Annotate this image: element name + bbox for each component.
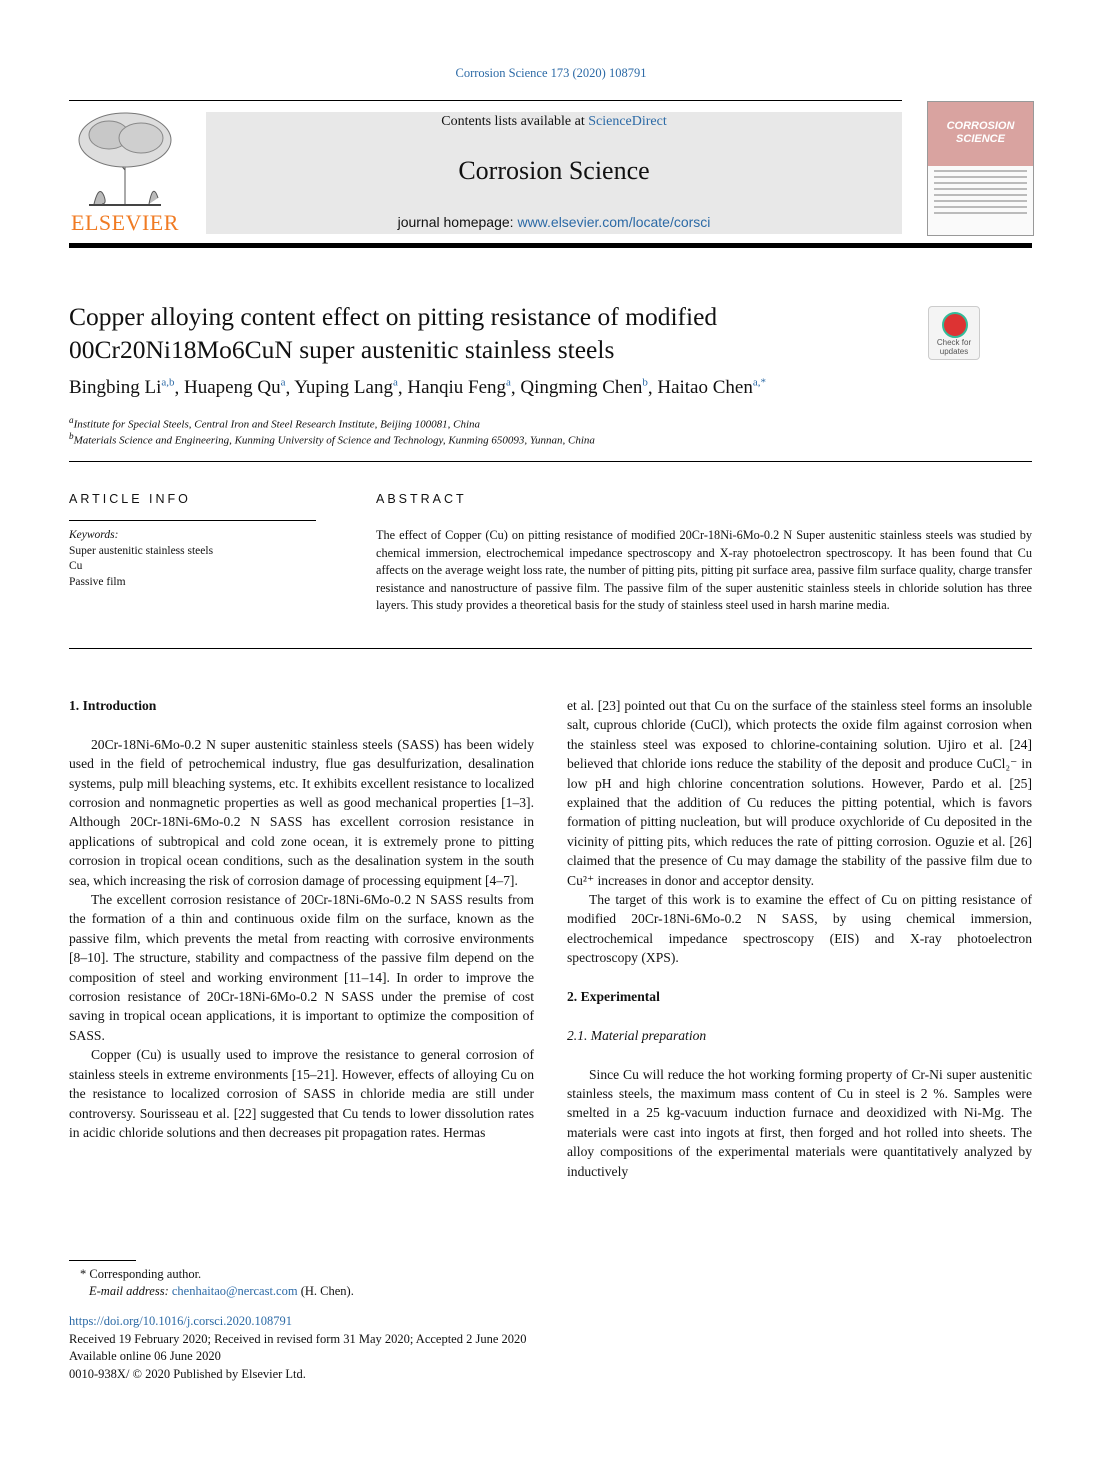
affiliation-b: $^b$Materials Science and Engineering, Kunming University of Science and Technology, Kunming 650093, Yunnan, China [69,431,595,447]
email-suffix: (H. Chen). [297,1284,354,1298]
body-right-column [567,696,1032,1181]
divider [69,648,1032,649]
cover-title: CORROSION SCIENCE [946,120,1015,145]
publication-info [69,1313,527,1383]
elsevier-logo [69,110,181,234]
homepage-line [206,214,902,230]
sciencedirect-link[interactable]: ScienceDirect [588,114,667,129]
check-updates-line1: Check for [936,338,972,347]
divider [69,461,1032,462]
body-left-column [69,696,534,1142]
subsection-heading: 2.1. Material preparation [567,1027,707,1043]
elsevier-wordmark: ELSEVIER [71,210,179,235]
received-dates: Received 19 February 2020; Received in revised form 31 May 2020; Accepted 2 June 2020 [69,1331,527,1346]
title-line-1: Copper alloying content effect on pitting resistance of modified [69,302,718,331]
keyword: Passive film [69,575,126,588]
author[interactable]: Huapeng Qu$^a$ [184,377,286,399]
email-note [89,1283,354,1300]
section-heading-experimental: 2. Experimental [567,989,660,1005]
paragraph: et al. [23] pointed out that Cu on the surface of the stainless steel forms an insoluble salt, cuprous chloride (CuCl), which protects the oxide film against corrosion when the stainless steel was exposed to chlorine-containing solution. Ujiro et al. [24] believed that chloride ions reduce the stability of the deposit and produce CuCl₂⁻ in low pH and high chlorine concentration solutions. However, Pardo et al. [25] explained that the addition of Cu reduces the pitting potential, which is favors formation of pitting nucleation, but will produce oxychloride of Cu deposited in the vicinity of pitting pits, which reduces the rate of pitting corrosion. Oguzie et al. [26] claimed that the presence of Cu may damage the stability of the passive film due to Cu²⁺ increases in donor and acceptor density. [567,698,1032,888]
copyright: 0010-938X/ © 2020 Published by Elsevier Ltd. [69,1366,306,1381]
author[interactable]: Hanqiu Feng$^a$ [407,377,511,399]
paragraph: The excellent corrosion resistance of 20Cr-18Ni-6Mo-0.2 N SASS results from the formation of a thin and continuous oxide film on the surface, known as the passive film, which prevents the metal from reacting with corrosive environments [8–10]. The structure, stability and compactness of the passive film depend on the composition of steel and working environment [11–14]. In order to improve the corrosion resistance of 20Cr-18Ni-6Mo-0.2 N SASS under the premise of cost saving in tropical ocean applications, it is important to optimize the composition of SASS. [69,892,534,1043]
journal-reference[interactable]: Corrosion Science 173 (2020) 108791 [455,66,647,80]
keywords-label: Keywords: [69,529,119,541]
footnote-rule [69,1260,136,1261]
header-rule [69,100,902,101]
contents-line [206,114,902,130]
homepage-prefix: journal homepage: [397,214,518,230]
journal-title[interactable]: Corrosion Science [458,156,650,185]
journal-banner [206,112,902,234]
keyword: Super austenitic stainless steels [69,544,214,557]
paragraph: 20Cr-18Ni-6Mo-0.2 N super austenitic stainless steels (SASS) has been widely used in the field of petrochemical industry, flue gas desulfurization, desalination systems, pulp mill bleaching systems, etc. It exhibits excellent resistance to localized corrosion and nonmagnetic properties as well as good mechanical properties [1–3]. Although 20Cr-18Ni-6Mo-0.2 N SASS has excellent corrosion resistance in applications of subtropical and cold zone ocean, it is extremely prone to pitting corrosion in tropical ocean conditions, such as the desalination system in the south sea, which increasing the risk of corrosion damage of processing equipment [4–7]. [69,736,534,888]
title-line-2: 00Cr20Ni18Mo6CuN super austenitic stainless steels [69,335,615,364]
keywords-block [69,528,213,590]
paragraph: Copper (Cu) is usually used to improve the resistance to general corrosion of stainless steels in extreme environments [15–21]. However, effects of alloying Cu on the resistance to localized corrosion of SASS in chloride media are still under controversy. Sourisseau et al. [22] suggested that Cu tends to lower dissolution rates in acidic chloride solutions and then decreases pit propagation rates. Hermas [69,1047,534,1140]
paragraph: Since Cu will reduce the hot working forming property of Cr-Ni super austenitic stainless steels, the maximum mass content of Cu in steel is 2 %. Samples were smelted in a 25 kg-vacuum induction furnace and deoxidized with Ni-Mg. The materials were cast into ingots at first, then forged and hot rolled into sheets. The alloy compositions of the experimental materials were quantitatively analyzed by inductively [567,1066,1032,1179]
email-label: E-mail address: [89,1284,172,1298]
author-list: Bingbing Li$^{a,b}$, Huapeng Qu$^a$, Yuping Lang$^a$, Hanqiu Feng$^a$, Qingming Chen$^b$, Haitao Chen$^{a,*}$ [69,377,766,399]
author[interactable]: Haitao Chen$^{a,*}$ [657,377,766,399]
check-for-updates-button[interactable] [928,306,980,360]
journal-cover-thumbnail[interactable] [927,101,1034,236]
affiliation-a: $^a$Institute for Special Steels, Central Iron and Steel Research Institute, Beijing 100081, China [69,415,481,431]
corresponding-author-note: * Corresponding author. [80,1267,202,1281]
article-info-rule [69,520,316,521]
article-title [69,300,829,366]
contents-prefix: Contents lists available at [441,114,589,129]
check-updates-icon [942,312,968,338]
abstract-heading: ABSTRACT [376,492,467,506]
section-heading-introduction: 1. Introduction [69,698,157,713]
email-link[interactable]: chenhaitao@nercast.com [171,1284,298,1298]
article-info-heading: ARTICLE INFO [69,492,191,506]
elsevier-tree-icon [69,110,181,210]
doi-link[interactable]: https://doi.org/10.1016/j.corsci.2020.108791 [69,1314,293,1328]
author[interactable]: Qingming Chen$^b$ [520,377,648,399]
check-updates-line2: updates [939,347,969,356]
keyword: Cu [69,560,83,572]
homepage-link[interactable]: www.elsevier.com/locate/corsci [517,214,711,230]
paragraph: The target of this work is to examine the effect of Cu on pitting resistance of modified 20Cr-18Ni-6Mo-0.2 N SASS, by using chemical immersion, electrochemical impedance spectroscopy (EIS) and X-ray photoelectron spectroscopy (XPS). [567,892,1032,966]
header-thick-rule [69,243,1032,248]
abstract-text: The effect of Copper (Cu) on pitting resistance of modified 20Cr-18Ni-6Mo-0.2 N Super austenitic stainless steels was studied by chemical immersion, electrochemical impedance spectroscopy and X-ray photoelectron spectroscopy. It has been found that Cu affects on the average weight loss rate, the number of pitting pits, pitting pit surface area, passive film surface quality, charge transfer resistance and nanostructure of passive film. The passive film of the super austenitic stainless steels in chloride solution has three layers. This study provides a theoretical basis for the study of stainless steel used in harsh marine media. [376,528,1032,613]
available-online: Available online 06 June 2020 [69,1349,221,1363]
author[interactable]: Yuping Lang$^a$ [294,377,398,399]
author[interactable]: Bingbing Li$^{a,b}$ [69,377,175,399]
